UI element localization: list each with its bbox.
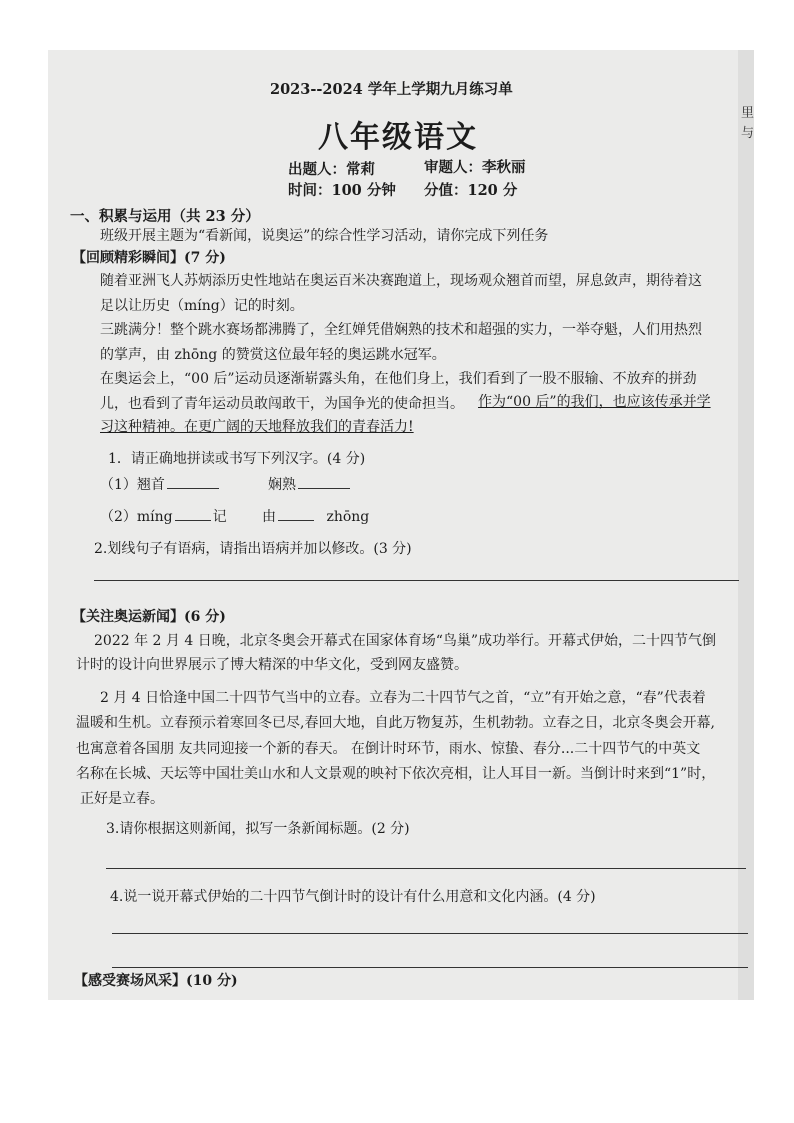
- question-1b-label: 娴熟: [268, 477, 296, 493]
- section-heading: 一、积累与运用（共 23 分）: [70, 208, 260, 225]
- part-heading: 【感受赛场风采】(10 分): [74, 973, 238, 989]
- answer-blank[interactable]: [278, 519, 314, 521]
- answer-line[interactable]: [106, 868, 746, 869]
- paragraph-line: 也寓意着各国朋 友共同迎接一个新的春天。 在倒计时环节，雨水、惊蛰、春分...二十四节气的中英文: [76, 741, 701, 757]
- answer-line[interactable]: [112, 933, 748, 934]
- question-1c-tail: 记: [212, 509, 227, 525]
- margin-char: 与: [741, 126, 754, 141]
- paragraph-line: 计时的设计向世界展示了博大精深的中华文化，受到网友盛赞。: [76, 657, 468, 673]
- paragraph-line: 足以让历史（míng）记的时刻。: [100, 298, 304, 314]
- paragraph-line: 三跳满分！整个跳水赛场都沸腾了，全红婵凭借娴熟的技术和超强的实力，一举夺魁，人们用热烈: [100, 322, 702, 338]
- scanned-page: [48, 50, 754, 1000]
- answer-line[interactable]: [112, 967, 748, 968]
- paragraph-line: 温暖和生机。立春预示着寒回冬已尽,春回大地，自此万物复苏，生机勃勃。立春之日，北京冬奥会开幕,: [76, 715, 715, 731]
- answer-blank[interactable]: [167, 487, 219, 489]
- score-label: 分值：120 分: [424, 182, 518, 199]
- paragraph-line: 随着亚洲飞人苏炳添历史性地站在奥运百米决赛跑道上，现场观众翘首而望，屏息敛声，期待着这: [100, 273, 702, 289]
- answer-line[interactable]: [94, 580, 739, 581]
- question-1c-label: （2）míng: [100, 509, 173, 525]
- question-3: 3.请你根据这则新闻，拟写一条新闻标题。(2 分): [106, 821, 410, 837]
- paragraph-line: 2 月 4 日恰逢中国二十四节气当中的立春。立春为二十四节气之首，“立”有开始之意，“春”代表着: [100, 690, 706, 706]
- answer-blank[interactable]: [175, 519, 211, 521]
- answer-blank[interactable]: [298, 487, 350, 489]
- question-1c: [100, 506, 227, 526]
- paragraph-line: 在奥运会上，“00 后”运动员逐渐崭露头角，在他们身上，我们看到了一股不服输、不放弃的拼劲: [100, 371, 697, 387]
- question-4: 4.说一说开幕式伊始的二十四节气倒计时的设计有什么用意和文化内涵。(4 分): [110, 889, 596, 905]
- reviewer-label: 审题人：李秋丽: [424, 159, 526, 176]
- paragraph-line: 名称在长城、天坛等中国壮美山水和人文景观的映衬下依次亮相，让人耳目一新。当倒计时来到“1”时，: [76, 766, 716, 782]
- question-1d: [262, 506, 369, 526]
- question-2: 2.划线句子有语病，请指出语病并加以修改。(3 分): [94, 541, 412, 557]
- paragraph-line: 正好是立春。: [80, 791, 164, 807]
- question-1d-tail: zhōng: [326, 509, 370, 525]
- question-1: 1．请正确地拼读或书写下列汉字。(4 分): [108, 451, 366, 467]
- question-1a-label: （1）翘首: [100, 477, 165, 493]
- term-heading: 2023--2024 学年上学期九月练习单: [270, 81, 513, 98]
- adjacent-page-edge: [738, 50, 754, 1000]
- section-intro: 班级开展主题为“看新闻，说奥运”的综合性学习活动，请你完成下列任务: [100, 228, 549, 244]
- paragraph-line: 儿，也看到了青年运动员敢闯敢干，为国争光的使命担当。: [100, 396, 464, 412]
- page-title: 八年级语文: [318, 120, 478, 155]
- time-label: 时间：100 分钟: [288, 182, 396, 199]
- part-heading: 【回顾精彩瞬间】(7 分): [72, 250, 226, 266]
- paragraph-line: 2022 年 2 月 4 日晚，北京冬奥会开幕式在国家体育场“鸟巢”成功举行。开幕式伊始，二十四节气倒: [94, 633, 717, 649]
- margin-char: 里: [741, 106, 754, 121]
- question-1a: [100, 474, 221, 494]
- underlined-sentence: 作为“00 后”的我们，也应该传承并学: [478, 394, 711, 410]
- underlined-sentence: 习这种精神。在更广阔的天地释放我们的青春活力!: [100, 419, 414, 435]
- part-heading: 【关注奥运新闻】(6 分): [72, 609, 226, 625]
- author-label: 出题人：常莉: [288, 161, 375, 178]
- question-1d-label: 由: [262, 509, 276, 525]
- paragraph-line: 的掌声，由 zhōng 的赞赏这位最年轻的奥运跳水冠军。: [100, 347, 446, 363]
- question-1b: [268, 474, 352, 494]
